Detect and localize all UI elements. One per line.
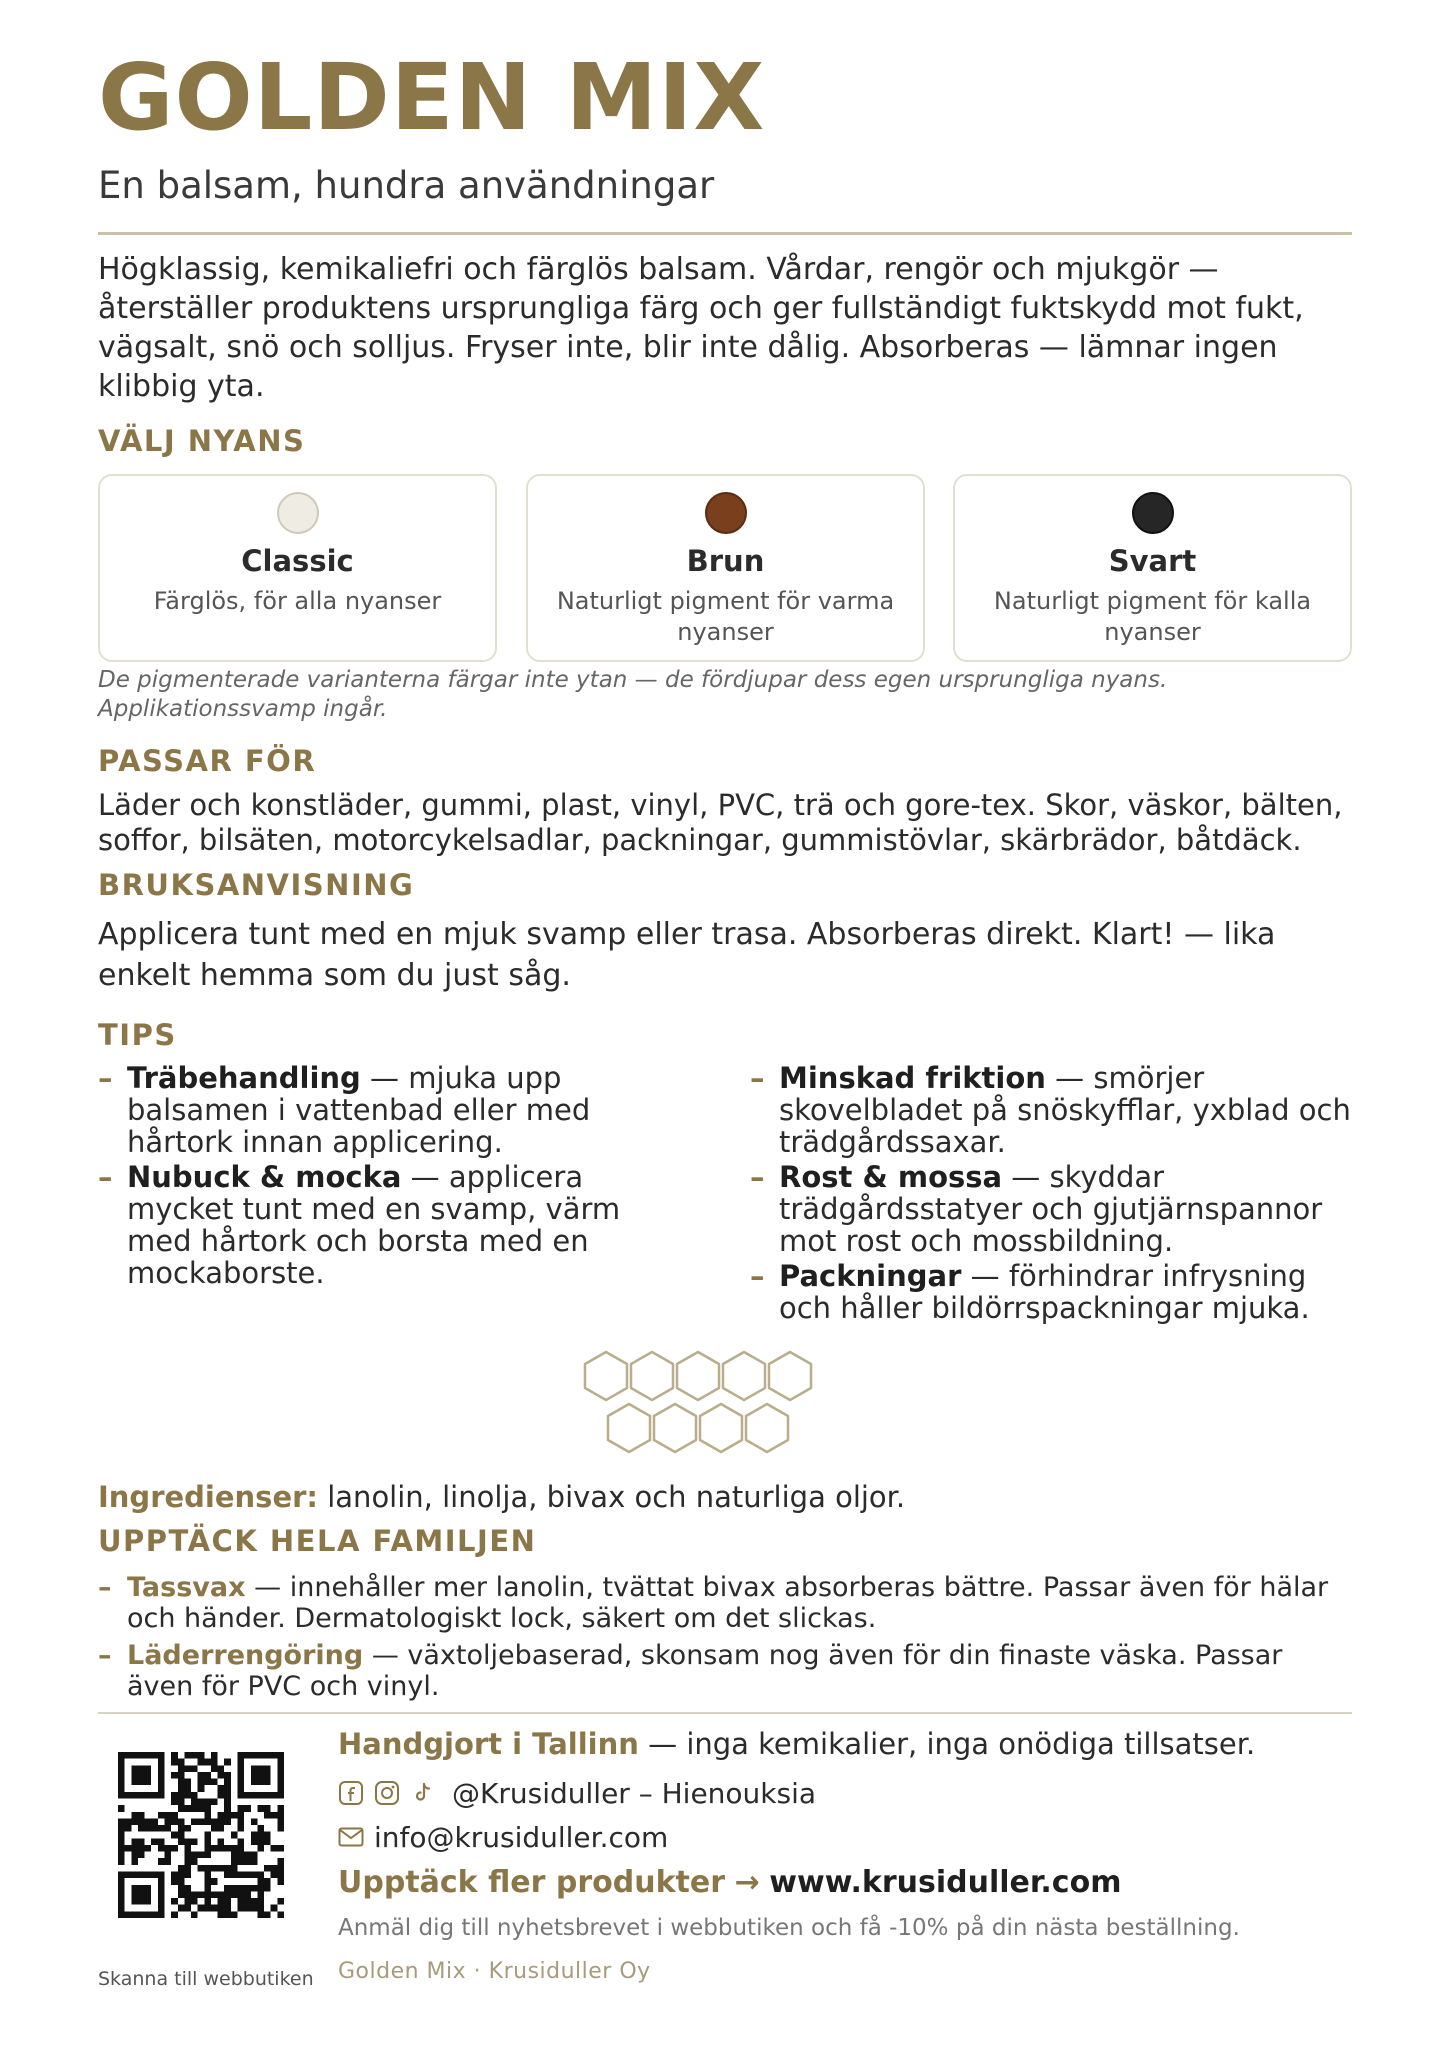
honeycomb-decoration (583, 1350, 823, 1456)
page-subtitle: En balsam, hundra användningar (98, 164, 715, 207)
tip-item (98, 1062, 688, 1158)
shade-note: De pigmenterade varianterna färgar inte ytan — de fördjupar dess egen ursprungliga nyans. Applikationssvamp ingår. (98, 667, 1168, 722)
header-divider (98, 232, 1352, 235)
footer-divider (98, 1712, 1352, 1714)
tip-item (750, 1062, 1352, 1158)
tip-title: Träbehandling (127, 1061, 361, 1095)
tip-item (98, 1161, 688, 1289)
tip-text: — mjuka upp balsamen i vattenbad eller med hårtork innan applicering. (127, 1061, 591, 1159)
bullet-dash: – (98, 1061, 113, 1095)
shade-card-classic[interactable] (98, 474, 497, 662)
tip-text: — skyddar trädgårdsstatyer och gjutjärnspannor mot rost och mossbildning. (779, 1160, 1323, 1258)
email-link[interactable]: info@krusiduller.com (374, 1820, 669, 1854)
shade-heading: VÄLJ NYANS (98, 424, 306, 458)
mail-icon (338, 1827, 364, 1847)
tip-text: — förhindrar infrysning och håller bildörrspackningar mjuka. (779, 1259, 1310, 1325)
family-item-laderrengoring (98, 1640, 1352, 1702)
tiktok-icon[interactable] (410, 1780, 436, 1806)
shade-options (98, 474, 1352, 662)
facebook-icon[interactable] (338, 1780, 364, 1806)
email-line (338, 1815, 1352, 1859)
family-list (98, 1572, 1352, 1708)
shade-name: Classic (241, 544, 354, 578)
tip-title: Rost & mossa (779, 1160, 1003, 1194)
suitable-heading: PASSAR FÖR (98, 744, 317, 778)
shade-name: Brun (686, 544, 765, 578)
tip-title: Packningar (779, 1259, 962, 1293)
made-in-label: Handgjort i Tallinn (338, 1727, 639, 1761)
shade-swatch-classic (277, 492, 319, 534)
shade-desc: Naturligt pigment för kalla nyanser (993, 587, 1312, 646)
tip-item (750, 1161, 1352, 1257)
bullet-dash: – (750, 1160, 765, 1194)
intro-paragraph: Högklassig, kemikaliefri och färglös balsam. Vårdar, rengör och mjukgör — återställer produktens ursprungliga färg och ger fullständigt fuktskydd mot fukt, vägsalt, snö och solljus. Fryser inte, blir inte dålig. Absorberas — lämnar ingen klibbig yta. (98, 252, 1304, 404)
family-item-text: — växtoljebaserad, skonsam nog även för din finaste väska. Passar även för PVC och vinyl. (127, 1640, 1283, 1702)
bullet-dash: – (98, 1572, 112, 1603)
tips-left-column (98, 1062, 688, 1292)
shade-swatch-brun (705, 492, 747, 534)
made-in-line (338, 1727, 1352, 1771)
qr-caption: Skanna till webbutiken (98, 1968, 314, 1990)
tips-right-column (750, 1062, 1352, 1327)
newsletter-text: Anmäl dig till nyhetsbrevet i webbutiken och få -10% på din nästa beställning. (338, 1915, 1240, 1941)
shade-name: Svart (1108, 544, 1197, 578)
shade-card-svart[interactable] (953, 474, 1352, 662)
suitable-text: Läder och konstläder, gummi, plast, vinyl, PVC, trä och gore-tex. Skor, väskor, bälten, soffor, bilsäten, motorcykelsadlar, packningar, gummistövlar, skärbrädor, båtdäck. (98, 788, 1343, 857)
usage-heading: BRUKSANVISNING (98, 868, 415, 902)
page-title: GOLDEN MIX (98, 44, 766, 151)
shade-card-brun[interactable] (526, 474, 925, 662)
qr-code[interactable] (118, 1752, 284, 1918)
ingredients-label: Ingredienser: (98, 1480, 319, 1514)
family-item-name: Läderrengöring (127, 1640, 364, 1671)
ingredients (98, 1480, 905, 1514)
website-link[interactable]: www.krusiduller.com (769, 1865, 1122, 1900)
shade-desc: Naturligt pigment för varma nyanser (556, 587, 895, 646)
footer-info (338, 1727, 1352, 1984)
tips-heading: TIPS (98, 1018, 177, 1052)
social-line (338, 1771, 1352, 1815)
bullet-dash: – (750, 1259, 765, 1293)
social-handle[interactable]: @Krusiduller – Hienouksia (452, 1776, 817, 1810)
family-item-text: — innehåller mer lanolin, tvättat bivax absorberas bättre. Passar även för hälar och händer. Dermatologiskt lock, säkert om det slickas. (127, 1572, 1329, 1634)
instagram-icon[interactable] (374, 1780, 400, 1806)
bullet-dash: – (750, 1061, 765, 1095)
family-item-tassvax (98, 1572, 1352, 1634)
made-in-text: — inga kemikalier, inga onödiga tillsatser. (638, 1727, 1256, 1761)
discover-line (338, 1865, 1352, 1915)
arrow-right-icon: → (734, 1865, 760, 1900)
bullet-dash: – (98, 1640, 112, 1671)
ingredients-text: lanolin, linolja, bivax och naturliga oljor. (318, 1480, 906, 1514)
usage-text: Applicera tunt med en mjuk svamp eller trasa. Absorberas direkt. Klart! — lika enkelt hemma som du just såg. (98, 917, 1276, 993)
tip-title: Nubuck & mocka (127, 1160, 402, 1194)
shade-swatch-svart (1132, 492, 1174, 534)
tip-item (750, 1260, 1352, 1324)
tip-text: — applicera mycket tunt med en svamp, värm med hårtork och borsta med en mockaborste. (127, 1160, 621, 1290)
family-heading: UPPTÄCK HELA FAMILJEN (98, 1524, 537, 1558)
tip-text: — smörjer skovelbladet på snöskyfflar, yxblad och trädgårdssaxar. (779, 1061, 1351, 1159)
discover-label: Upptäck fler produkter (338, 1865, 726, 1900)
shade-desc: Färglös, för alla nyanser (153, 587, 442, 615)
bullet-dash: – (98, 1160, 113, 1194)
product-line-text: Golden Mix · Krusiduller Oy (338, 1959, 651, 1984)
tip-title: Minskad friktion (779, 1061, 1046, 1095)
family-item-name: Tassvax (127, 1572, 246, 1603)
